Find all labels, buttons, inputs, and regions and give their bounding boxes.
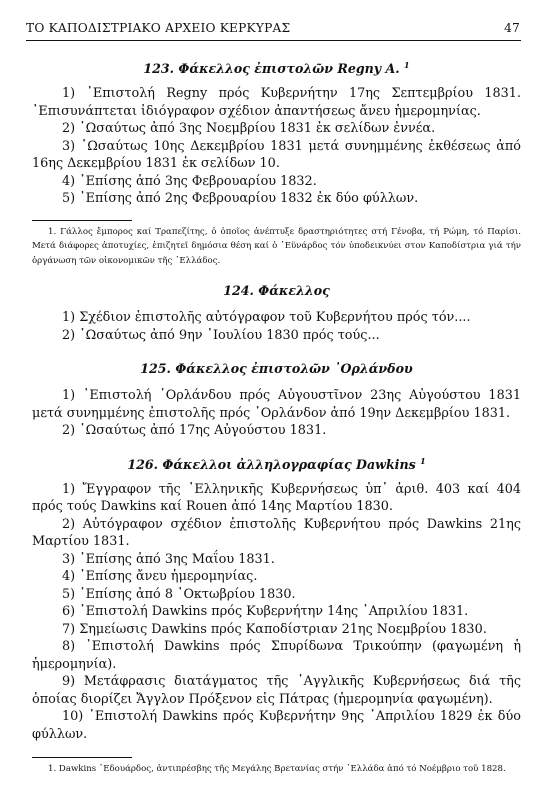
- section-heading: 125. Φάκελλος ἐπιστολῶν ᾿Ορλάνδου: [140, 361, 413, 376]
- section-heading-text: 123. Φάκελλος ἐπιστολῶν Regny A.: [143, 61, 400, 76]
- list-item: 3) ῾Ωσαύτως 10ης Δεκεμβρίου 1831 μετά συνημμένης ἐκθέσεως ἀπό 16ης Δεκεμβρίου 1831 ἐκ σελίδων 10.: [32, 138, 521, 171]
- list-item: 10) ᾿Επιστολή Dawkins πρός Κυβερνήτην 9ης ᾿Απριλίου 1829 ἐκ δύο φύλλων.: [32, 709, 521, 742]
- page-content: [32, 60, 521, 777]
- section-heading: [32, 60, 521, 77]
- page-number: 47: [504, 21, 520, 35]
- list-item: 2) ῾Ωσαύτως ἀπό 17ης Αὐγούστου 1831.: [62, 423, 327, 438]
- list-item: 2) Αὐτόγραφον σχέδιον ἐπιστολῆς Κυβερνήτου πρός Dawkins 21ης Μαρτίου 1831.: [32, 516, 521, 549]
- list-item: 1) ᾿Επιστολή ᾿Ορλάνδου πρός Αὐγουστῖνον 23ης Αὐγούστου 1831 μετά συνημμένης ἐπιστολῆς πρός ᾿Ορλάνδον ἀπό 19ην Δεκεμβρίου 1831.: [32, 388, 521, 421]
- footnote-marker: 1: [404, 60, 410, 70]
- running-header-title: ΤΟ ΚΑΠΟΔΙΣΤΡΙΑΚΟ ΑΡΧΕΙΟ ΚΕΡΚΥΡΑΣ: [26, 21, 291, 35]
- list-item: 3) ᾿Επίσης ἀπό 3ης Μαΐου 1831.: [62, 551, 275, 567]
- list-item: 7) Σημείωσις Dawkins πρός Καποδίστριαν 21ης Νοεμβρίου 1830.: [62, 621, 487, 637]
- footnote-marker: 1: [420, 455, 426, 466]
- list-item: 1) ᾿Επιστολή Regny πρός Κυβερνήτην 17ης Σεπτεμβρίου 1831. ᾿Επισυνάπτεται ἰδιόγραφον σχέδιον ἀπαντήσεως ἄνευ ἡμερομηνίας.: [32, 86, 521, 119]
- list-item: 2) ῾Ωσαύτως ἀπό 3ης Νοεμβρίου 1831 ἐκ σελίδων ἐννέα.: [62, 121, 436, 136]
- section-124: [32, 282, 521, 344]
- list-item: 2) ῾Ωσαύτως ἀπό 9ην ᾿Ιουλίου 1830 πρός τούς...: [62, 327, 380, 343]
- section-heading-text: 126. Φάκελλοι ἀλληλογραφίας Dawkins: [127, 456, 416, 472]
- section-125: [32, 360, 521, 440]
- list-item: 6) ᾿Επιστολή Dawkins πρός Κυβερνήτην 14ης ᾿Απριλίου 1831.: [62, 604, 469, 619]
- section-heading: 124. Φάκελλος: [223, 283, 330, 298]
- section-123: [32, 60, 521, 268]
- list-item: 1) Ἔγγραφον τῆς ῾Ελληνικῆς Κυβερνήσεως ὑπ᾿ ἀριθ. 403 καί 404 πρός τούς Dawkins καί Rouen ἀπό 14ης Μαρτίου 1830.: [32, 481, 521, 514]
- list-item: 8) ᾿Επιστολή Dawkins πρός Σπυρίδωνα Τρικούπην (φαγωμένη ἡ ἡμερομηνία).: [32, 639, 521, 672]
- list-item: 5) ᾿Επίσης ἀπό 8 ᾿Οκτωβρίου 1830.: [62, 586, 296, 602]
- section-126: [32, 456, 521, 777]
- list-item: 4) ᾿Επίσης ἀπό 3ης Φεβρουαρίου 1832.: [62, 173, 317, 189]
- list-item: 9) Μετάφρασις διατάγματος τῆς ᾿Αγγλικῆς Κυβερνήσεως διά τῆς ὁποίας διορίζει Ἄγγλον Πρόξενον εἰς Πάτρας (ἡμερομηνία φαγωμένη).: [32, 674, 521, 707]
- footnote: 1. Dawkins ᾿Εδουάρδος, ἀντιπρέσβης τῆς Μεγάλης Βρετανίας στήν ῾Ελλάδα ἀπό τό Νοέμβριο τοῦ 1828.: [48, 764, 506, 774]
- section-heading: [32, 456, 521, 473]
- list-item: 1) Σχέδιον ἐπιστολῆς αὐτόγραφον τοῦ Κυβερνήτου πρός τόν....: [62, 310, 471, 325]
- footnote: 1. Γάλλος ἔμπορος καί Τραπεζίτης, ὁ ὁποῖος ἀνέπτυξε δραστηριότητες στή Γένοβα, τή Ρώμη, τό Παρίσι. Μετά διάφορες ἀποτυχίες, ἐπιζητεῖ δημόσια θέση καί ὁ ᾿Εϋνάρδος τόν ὑποδεικνύει στον Καποδίστρια γιά τήν ὀργάνωση τῶν οἰκονομικῶν τῆς ῾Ελλάδος.: [32, 226, 521, 266]
- list-item: 5) ᾿Επίσης ἀπό 2ης Φεβρουαρίου 1832 ἐκ δύο φύλλων.: [62, 191, 419, 206]
- list-item: 4) ᾿Επίσης ἄνευ ἡμερομηνίας.: [62, 569, 258, 584]
- running-header: [26, 21, 520, 41]
- header-rule: [26, 40, 521, 41]
